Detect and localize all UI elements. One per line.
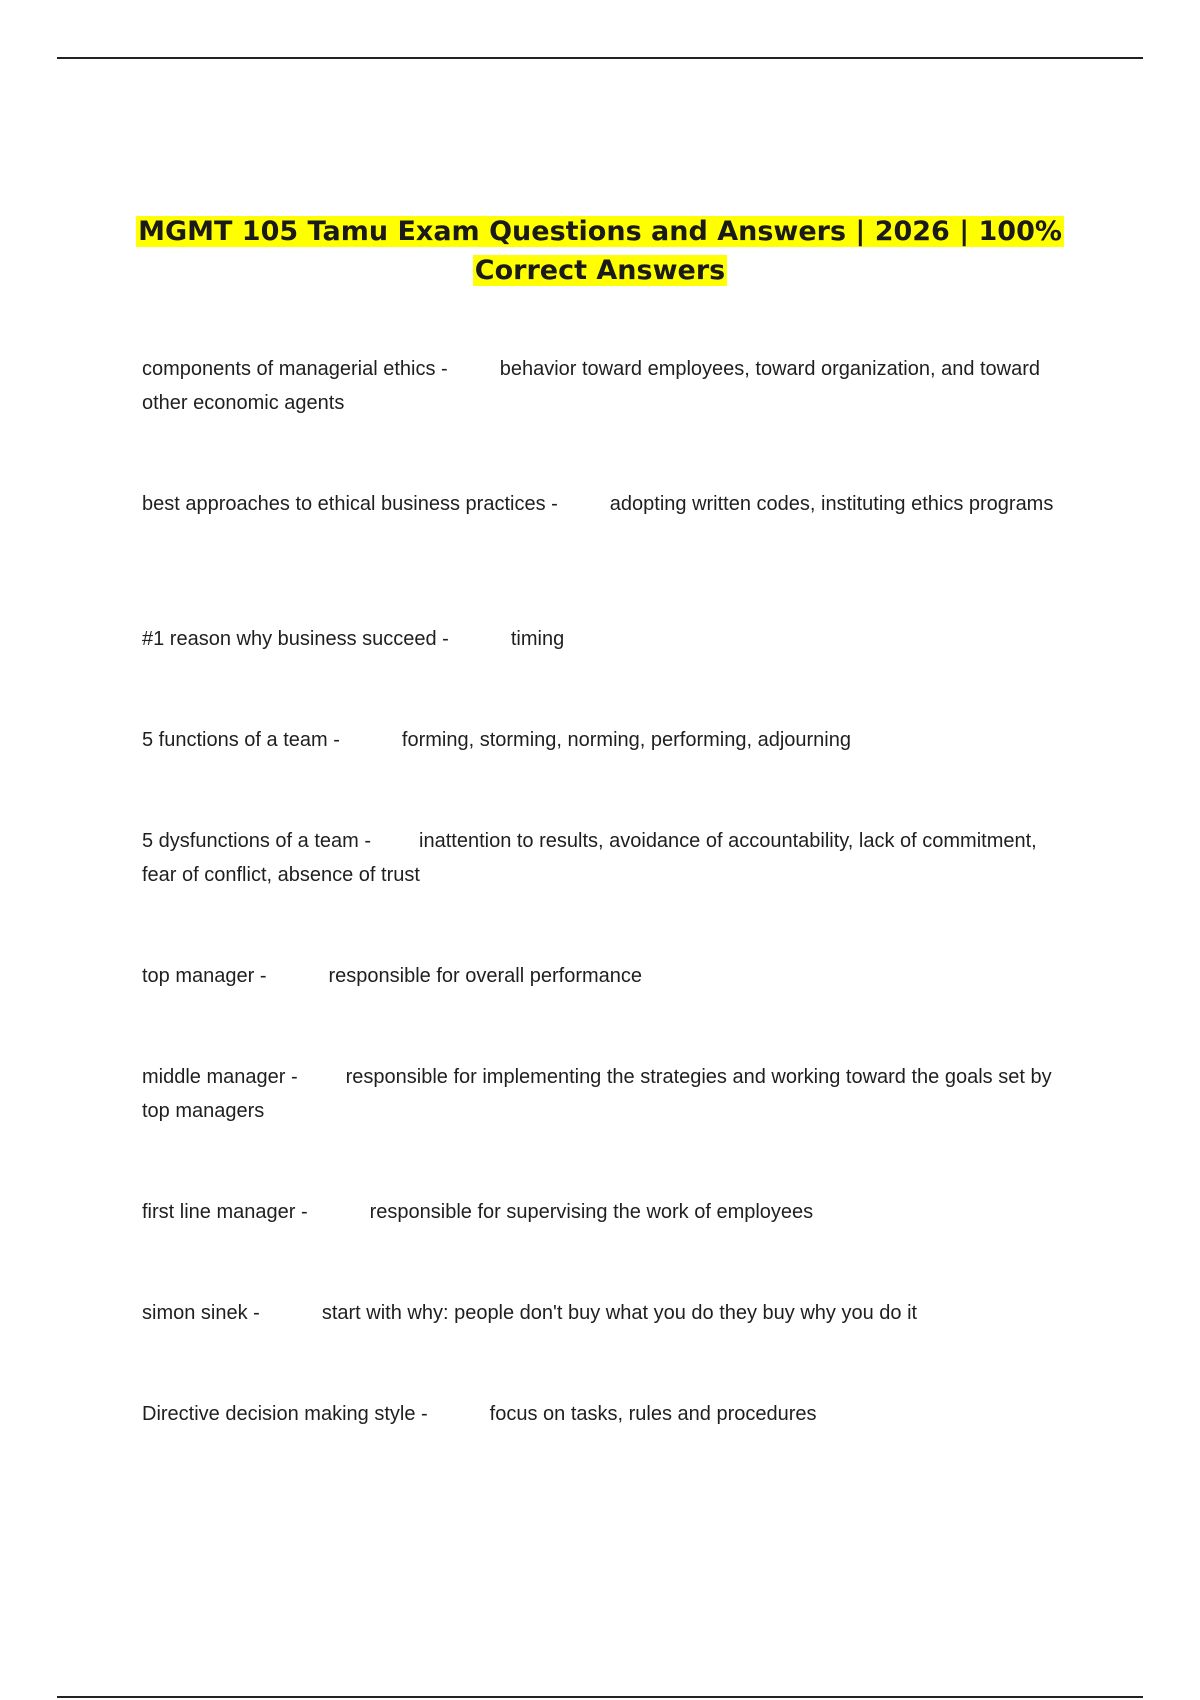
qa-definition: forming, storming, norming, performing, adjourning (401, 729, 851, 751)
qa-definition: responsible for supervising the work of employees (369, 1201, 814, 1223)
qa-term: first line manager - (142, 1201, 308, 1223)
qa-term: top manager - (142, 965, 267, 987)
title-line-2: Correct Answers (474, 255, 726, 286)
qa-entry (142, 723, 1072, 757)
qa-term: middle manager - (142, 1066, 298, 1088)
qa-entry (142, 352, 1072, 420)
qa-entry (142, 959, 1072, 993)
qa-definition: focus on tasks, rules and procedures (489, 1403, 817, 1425)
qa-entry (142, 1195, 1072, 1229)
document-title (120, 212, 1080, 290)
qa-term: 5 dysfunctions of a team - (142, 830, 372, 852)
qa-definition: responsible for implementing the strategies and working toward the goals set by top managers (142, 1066, 1052, 1122)
qa-entry (142, 1060, 1072, 1128)
qa-entry (142, 487, 1072, 521)
qa-definition: adopting written codes, instituting ethics programs (609, 493, 1054, 515)
title-line-1: MGMT 105 Tamu Exam Questions and Answers | 2026 | 100% (138, 216, 1062, 247)
header-rule (57, 57, 1143, 59)
qa-term: #1 reason why business succeed - (142, 628, 449, 650)
qa-entry (142, 824, 1072, 892)
qa-term: 5 functions of a team - (142, 729, 340, 751)
qa-definition: behavior toward employees, toward organization, and toward other economic agents (142, 358, 1041, 414)
qa-definition: timing (510, 628, 565, 650)
qa-definition: responsible for overall performance (328, 965, 643, 987)
footer-rule (57, 1696, 1143, 1698)
qa-entry (142, 1296, 1072, 1330)
qa-definition: start with why: people don't buy what you do they buy why you do it (321, 1302, 918, 1324)
qa-entry (142, 1397, 1072, 1431)
qa-definition: inattention to results, avoidance of accountability, lack of commitment, fear of conflict, absence of trust (142, 830, 1037, 886)
qa-term: Directive decision making style - (142, 1403, 428, 1425)
qa-entry (142, 622, 1072, 656)
qa-term: best approaches to ethical business practices - (142, 493, 558, 515)
qa-term: simon sinek - (142, 1302, 260, 1324)
qa-term: components of managerial ethics - (142, 358, 448, 380)
